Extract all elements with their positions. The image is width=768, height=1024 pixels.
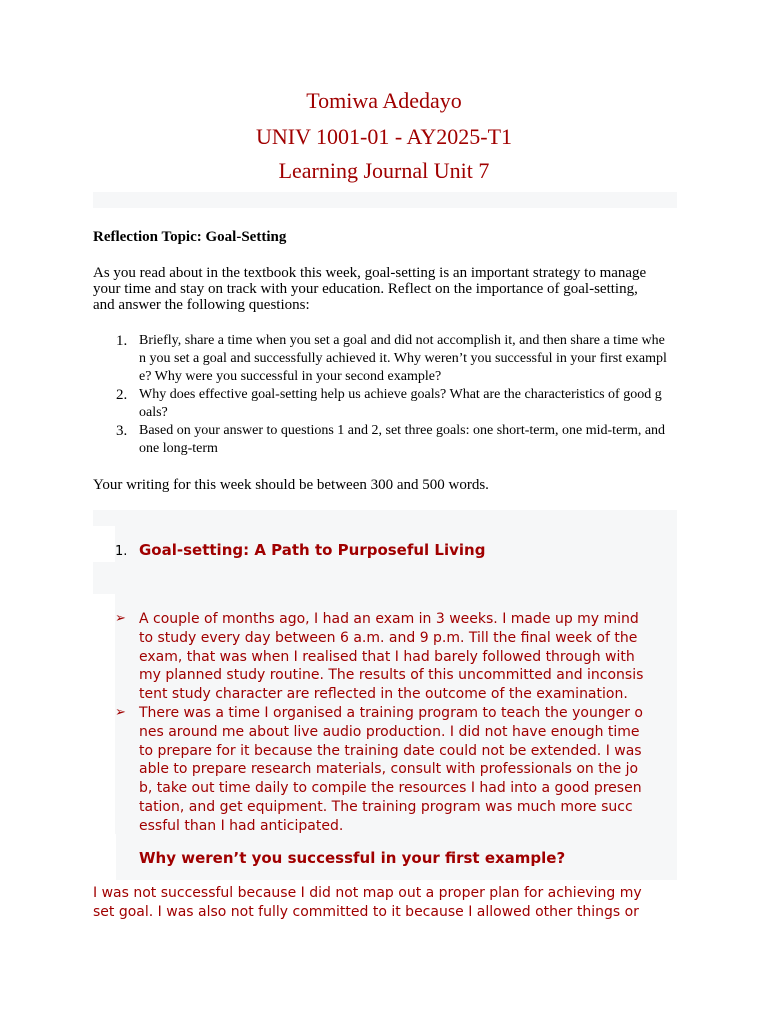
prompt-intro-line: As you read about in the textbook this week, goal-setting is an important strategy to manage [93,265,647,281]
bullet-line: exam, that was when I realised that I had barely followed through with [139,648,635,665]
bullet-line: nes around me about live audio production. I did not have enough time [139,723,640,740]
assignment-title: Learning Journal Unit 7 [278,158,490,183]
arrow-bullet-icon: ➢ [115,704,126,720]
author-name: Tomiwa Adedayo [306,88,462,113]
word-count-note: Your writing for this week should be between 300 and 500 words. [93,477,489,493]
bullet-line: tation, and get equipment. The training program was much more succ [139,798,633,815]
answer-paragraph [93,884,677,922]
course-code: UNIV 1001-01 - AY2025-T1 [255,124,513,149]
question-heading: Why weren’t you successful in your first example? [139,849,566,867]
question-item [93,386,677,422]
bullet-line: to study every day between 6 a.m. and 9 p.m. Till the final week of the [139,629,638,646]
response-bullet-list [115,610,677,836]
bullet-line: my planned study routine. The results of this uncommitted and inconsis [139,667,644,684]
question-number: 2. [116,387,128,403]
bullet-line: to prepare for it because the training date could not be extended. I was [139,742,642,759]
answer-line: set goal. I was also not fully committed to it because I allowed other things or [93,904,639,920]
response-heading: Goal-setting: A Path to Purposeful Living [139,541,486,559]
bullet-line: able to prepare research materials, consult with professionals on the jo [139,761,639,778]
question-item [93,422,677,458]
answer-line: I was not successful because I did not map out a proper plan for achieving my [93,885,642,901]
response-bullet [115,704,677,836]
question-line: e? Why were you successful in your second example? [139,369,442,384]
question-item [93,332,677,386]
question-line: Based on your answer to questions 1 and 2, set three goals: one short-term, one mid-term, and [139,423,666,438]
response-bullet [115,610,677,704]
bullet-line: There was a time I organised a training program to teach the younger o [139,704,643,721]
prompt-intro-line: and answer the following questions: [93,297,310,313]
question-line: Briefly, share a time when you set a goal and did not accomplish it, and then share a time whe [139,333,665,348]
bullet-line: A couple of months ago, I had an exam in 3 weeks. I made up my mind [139,611,639,627]
question-line: oals? [139,405,168,420]
question-number: 3. [116,423,128,439]
arrow-bullet-icon: ➢ [115,611,126,626]
response-heading-number: 1. [115,544,128,559]
prompt-intro-line: your time and stay on track with your education. Reflect on the importance of goal-setting, [93,281,638,297]
title-divider-band [93,192,677,208]
bullet-line: b, take out time daily to compile the resources I had into a good presen [139,780,642,797]
question-line: Why does effective goal-setting help us achieve goals? What are the characteristics of good g [139,387,662,402]
prompt-intro [93,265,677,313]
reflection-topic: Reflection Topic: Goal-Setting [93,229,287,245]
question-number: 1. [116,333,128,349]
question-line: n you set a goal and successfully achieved it. Why weren’t you successful in your first exampl [139,351,667,366]
question-list [93,332,677,458]
bullet-line: tent study character are reflected in the outcome of the examination. [139,686,628,703]
response-band-top [93,510,677,526]
bullet-line: essful than I had anticipated. [139,817,344,834]
question-line: one long-term [139,441,218,456]
